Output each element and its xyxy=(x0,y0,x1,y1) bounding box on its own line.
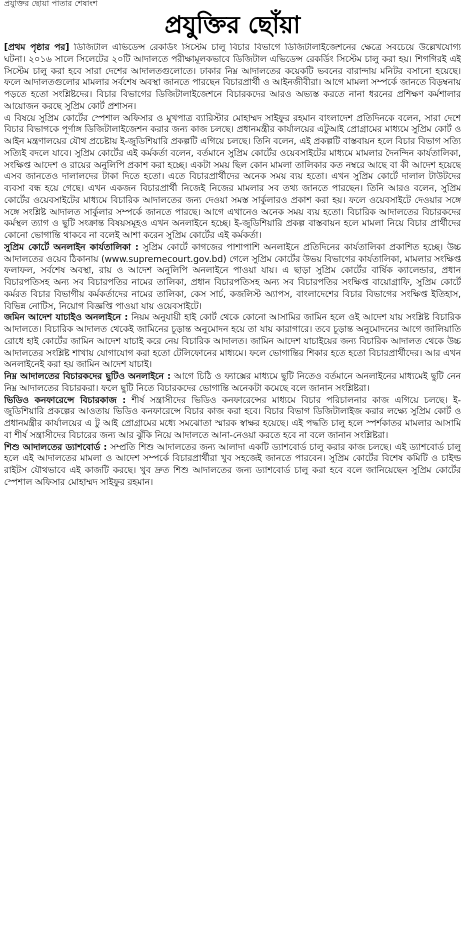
cropped-top-strip: প্রযুক্তির ছোঁয়া পাতার শেষাংশ xyxy=(4,0,98,8)
article-headline: প্রযুক্তির ছোঁয়া xyxy=(164,10,301,39)
paragraph-4: জমিন আদেশ যাচাইও অনলাইনে : নিয়ম অনুযায়ী হাই কোর্ট থেকে কোনো আসামির জামিন হলে ওই আদেশ যায় সংশ্লিষ্ট বিচারিক আদালতে। বিচারিক আদালত থেকেই জামিনের চূড়ান্ত অনুমোদন হয়ে তা যায় কারাগারে। তবে চূড়ান্ত অনুমোদনের আগে জালিয়াতি রোধে হাই কোর্টের জামিন আদেশ যাচাই করে নেয় বিচারিক আদালত। জামিন আদেশ যাচাইয়ের জন্য বিচারিক আদালত থেকে উচ্চ আদালতের সংশ্লিষ্ট শাখায় যোগাযোগ করা হতো টেলিফোনের মাধ্যমে। ফলে ভোগান্তির শিকার হতে হতো বিচারপ্রার্থীদের। আর এখন অনলাইনেই করা হয় জামিন আদেশ যাচাই। xyxy=(4,313,461,371)
lead-paragraph xyxy=(4,43,461,114)
paragraph-5: নিম্ন আদালতের বিচারকদের ছুটিও অনলাইনে : আগে চিঠি ও ফ্যাক্সের মাধ্যমে ছুটি নিতেও বর্তমানে অনলাইনের মাধ্যমেই ছুটি নেন নিম্ন আদালতের বিচারকরা। ফলে ছুটি নিতে বিচারকদের ভোগান্তি অনেকটা কমেছে বলে জানান সংশ্লিষ্টরা। xyxy=(4,372,461,394)
subheading-bail-verification: জমিন আদেশ যাচাইও অনলাইনে : xyxy=(4,313,129,324)
paragraph-7: শিশু আদালতের ড্যাশবোর্ড : সম্প্রতি শিশু আদালতের জন্য আলাদা একটি ড্যাশবোর্ড চালু করার কাজ চলছে। এই ড্যাশবোর্ড চালু হলে এই আদালতের মামলা ও আদেশ সম্পর্কে বিচারপ্রার্থীরা খুব সহজেই জানতে পারবেন। সুপ্রিম কোর্টের বিশেষ কমিটি ও চাইল্ড রাইটস যৌথভাবে এই কাজটি করছে। খুব দ্রুত শিশু আদালতের জন্য ড্যাশবোর্ড চালু করা হবে বলে জানিয়েছেন সুপ্রিম কোর্টের স্পেশাল অফিসার মোহাম্মদ সাইফুর রহমান। xyxy=(4,442,461,488)
subheading-judges-leave: নিম্ন আদালতের বিচারকদের ছুটিও অনলাইনে : xyxy=(4,372,171,382)
article-body xyxy=(4,43,461,927)
paragraph-3: সুপ্রিম কোর্টে অনলাইন কার্যতালিকা : সুপ্রিম কোর্টে কাগজের পাশাপাশি অনলাইনে প্রতিদিনের কার্যতালিকা প্রকাশিত হচ্ছে। উচ্চ আদালতের ওয়েব ঠিকানায় (www.supremecourt.gov.bd) গেলে সুপ্রিম কোর্টের উভয় বিভাগের কার্যতালিকা, মামলার সংক্ষিপ্ত ফলাফল, সর্বশেষ অবস্থা, রায় ও আদেশ অনুলিপি অনলাইনে পাওয়া যায়। এ ছাড়া সুপ্রিম কোর্টের বার্ষিক ক্যালেন্ডার, প্রধান বিচারপতিসহ অন্য সব বিচারপতির নামের তালিকা, প্রধান বিচারপতিসহ অন্য সব বিচারপতির সংক্ষিপ্ত বায়োগ্রাফি, সুপ্রিম কোর্টে কর্মরত বিচার বিভাগীয় কর্মকর্তাদের নামের তালিকা, কেস সার্চ, কজলিস্ট অ্যাপস, বাংলাদেশের বিচার বিভাগের সংক্ষিপ্ত ইতিহাস, বিভিন্ন নোটিস, নিয়োগ বিজ্ঞপ্তি পাওয়া যায় ওয়েবসাইটে। xyxy=(4,242,461,312)
paragraph-2: এ বিষয়ে সুপ্রিম কোর্টের স্পেশাল অফিসার ও মুখপাত্র ব্যারিস্টার মোহাম্মদ সাইফুর রহমান বাংলাদেশ প্রতিদিনকে বলেন, সারা দেশে বিচার বিভাগকে পূর্ণাঙ্গ ডিজিটালাইজেশন করার জন্য কাজ চলছে। প্রধানমন্ত্রীর কার্যালয়ের এটুআই প্রোগ্রামের মাধ্যমে সুপ্রিম কোর্ট ও আইন মন্ত্রণালয়ের যৌথ প্রচেষ্টায় ই-জুডিশিয়ারি প্রকল্পটি এগিয়ে চলছে। তিনি বলেন, এই প্রকল্পটি বাস্তবায়ন হলে বিচার বিভাগ সত্যি সত্যিই বদলে যাবে। সুপ্রিম কোর্টের এই কর্মকর্তা বলেন, বর্তমানে সুপ্রিম কোর্টের ওয়েবসাইটের মাধ্যমে মামলার দৈনন্দিন কার্যতালিকা, সংক্ষিপ্ত আদেশ ও রায়ের অনুলিপি প্রকাশ করা হচ্ছে। একটা সময় ছিল কোন মামলা তালিকার কত নম্বরে আছে বা কী আদেশ হয়েছে এসব জানতেও দালালদের টাকা দিতে হতো। এতে বিচারপ্রার্থীদের অনেক সময় ব্যয় হতো। এখন সুপ্রিম কোর্টে দালাল টাউটদের ব্যবসা বন্ধ হয়ে গেছে। এখন একজন বিচারপ্রার্থী নিজেই নিজের মামলার সব তথ্য জানতে পারছেন। তিনি আরও বলেন, সুপ্রিম কোর্টের ওয়েবসাইটের মাধ্যমে বিচারিক আদালতের জন্য দেওয়া সমস্ত সার্কুলারও প্রকাশ করা হয়। ফলে ওয়েবসাইটে দেওয়ার সঙ্গে সঙ্গে সংশ্লিষ্ট আদালত সার্কুলার সম্পর্কে জানতে পারছে। আগে এখানেও অনেক সময় ব্যয় হতো। বিচারিক আদালতের বিচারকদের কর্মস্থল ত্যাগ ও ছুটি সংক্রান্ত বিষয়সমূহও এখন অনলাইনে হচ্ছে। ই-জুডিশিয়ারি প্রকল্প বাস্তবায়ন হলে মামলা নিয়ে বিচার প্রার্থীদের কোনো ভোগান্তি থাকবে না বলেই আশা করেন সুপ্রিম কোর্টের এই কর্মকর্তা। xyxy=(4,113,461,241)
subheading-child-court-dashboard: শিশু আদালতের ড্যাশবোর্ড : xyxy=(4,442,108,453)
lead-text: ডিজিটাল এভিডেন্স রেকর্ডিং সিস্টেম চালু বিচার বিভাগে ডিজিটালাইজেশনের ক্ষেত্রে সবচেয়ে উল্লেখযোগ্য ঘটনা। ২০১৬ সালে সিলেটের ২০টি আদালতে পরীক্ষামূলকভাবে ডিজিটাল এভিডেন্স রেকর্ডিং সিস্টেম চালু করা হয়। শিগগিরই এই সিস্টেম চালু করা হবে সারা দেশের আদালতগুলোতে। ঢাকার নিম্ন আদালতের কয়েকটি ভবনের বারান্দায় মনিটর বসানো হয়েছে। ফলে আদালতগুলোর মামলার সর্বশেষ অবস্থা জানতে পারছেন বিচারপ্রার্থী ও আইনজীবীরা। আগে মামলা সম্পর্কে জানতে বিড়ম্বনায় পড়তে হতো সংশ্লিষ্টদের। বিচার বিভাগের ডিজিটালাইজেশনে বিচারকদের আরও অভ্যস্ত করতে নানা ধরনের প্রশিক্ষণ কর্মশালার আয়োজন করছে সুপ্রিম কোর্ট প্রশাসন। xyxy=(4,43,461,112)
newspaper-clipping xyxy=(4,0,461,930)
subheading-video-conference: ভিডিও কনফারেন্সে বিচারকাজ : xyxy=(4,395,126,406)
paragraph-6: ভিডিও কনফারেন্সে বিচারকাজ : শীর্ষ সন্ত্রাসীদের ভিডিও কনফারেন্সের মাধ্যমে বিচার পরিচালনার কাজ এগিয়ে চলছে। ই-জুডিশিয়ারি প্রকল্পের আওতায় ভিডিও কনফারেন্সে বিচার কাজ করা হবে। বিচার বিভাগ ডিজিটালাইজ করার লক্ষ্যে সুপ্রিম কোর্ট ও প্রধানমন্ত্রীর কার্যালয়ের এ টু আই প্রোগ্রামের মধ্যে সমঝোতা স্মারক স্বাক্ষর হয়েছে। এই পদ্ধতি চালু হলে স্পর্শকাতর মামলার আসামি বা শীর্ষ সন্ত্রাসীদের বিচারের জন্য আর ঝুঁকি নিয়ে আদালতে আনা-নেওয়া করতে হবে না বলে জানান সংশ্লিষ্টরা। xyxy=(4,395,461,441)
continued-from-label: [প্রথম পৃষ্ঠার পর] xyxy=(4,43,70,53)
subheading-online-cause-list: সুপ্রিম কোর্টে অনলাইন কার্যতালিকা : xyxy=(4,242,139,253)
